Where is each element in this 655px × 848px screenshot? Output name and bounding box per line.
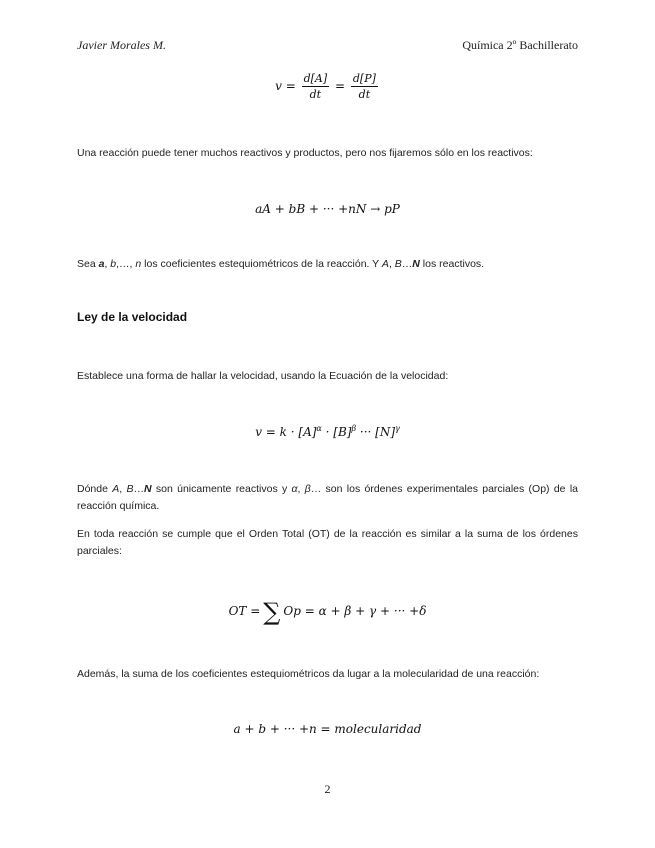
rate-def-num-a: d[A] bbox=[303, 72, 328, 85]
rate-law-part-a: v = k · [A] bbox=[255, 425, 317, 439]
p2-var-N: N bbox=[412, 258, 420, 270]
rate-law-part-b: · [B] bbox=[321, 425, 352, 439]
p2-text-3: ,…, bbox=[116, 258, 136, 270]
p4-text-3: … bbox=[133, 483, 144, 495]
rate-def-num-p: d[P] bbox=[352, 72, 376, 85]
p2-var-A: A bbox=[381, 258, 389, 270]
rate-law-part-n: ··· [N] bbox=[356, 425, 396, 439]
p2-var-a: a bbox=[98, 258, 105, 270]
rate-def-den-a: dt bbox=[309, 88, 322, 101]
equation-rate-law bbox=[0, 424, 655, 439]
rate-law-exp-gamma: γ bbox=[395, 424, 400, 433]
p2-var-B: B bbox=[394, 258, 402, 270]
rate-def-fraction-p bbox=[351, 72, 378, 101]
total-order-lhs: OT = bbox=[228, 604, 261, 618]
p4-text-4: son únicamente reactivos y bbox=[151, 483, 292, 495]
p4-var-N: N bbox=[144, 483, 152, 495]
p2-text-4: los coeficientes estequiométricos de la reacción. Y bbox=[141, 258, 382, 270]
paragraph-reactants-intro: Una reacción puede tener muchos reactivos y productos, pero nos fijaremos sólo en los reactivos: bbox=[77, 147, 533, 159]
rate-def-lhs: v = bbox=[275, 79, 296, 93]
p4-text-1: Dónde bbox=[77, 483, 113, 495]
p4-var-beta: β bbox=[304, 483, 311, 495]
rate-def-equals: = bbox=[334, 79, 346, 93]
rate-def-fraction-a bbox=[302, 72, 330, 101]
equation-total-order bbox=[0, 598, 655, 626]
p2-text-7: los reactivos. bbox=[419, 258, 485, 270]
p2-text-1: Sea bbox=[77, 258, 99, 270]
paragraph-molecularity: Además, la suma de los coeficientes estequiométricos da lugar a la molecularidad de una reacción: bbox=[77, 668, 540, 680]
p4-var-B: B bbox=[126, 483, 134, 495]
paragraph-coefficients bbox=[77, 256, 578, 273]
header-course: Química 2º Bachillerato bbox=[462, 38, 578, 52]
paragraph-partial-orders bbox=[77, 481, 578, 515]
total-order-rhs: Op = α + β + γ + ··· +δ bbox=[283, 604, 427, 618]
p2-var-b: b bbox=[110, 258, 117, 270]
page-number: 2 bbox=[324, 782, 331, 796]
summation-icon: ∑ bbox=[263, 598, 281, 626]
p4-text-5: , bbox=[297, 483, 305, 495]
p4-text-6: … son los órdenes experimentales parciales (Op) de la reacción química. bbox=[77, 483, 578, 512]
header-author: Javier Morales M. bbox=[77, 38, 166, 52]
section-heading-rate-law: Ley de la velocidad bbox=[77, 310, 188, 324]
paragraph-total-order: En toda reacción se cumple que el Orden Total (OT) de la reacción es similar a la suma de los órdenes parciales: bbox=[77, 528, 578, 557]
paragraph-rate-law-intro: Establece una forma de hallar la velocidad, usando la Ecuación de la velocidad: bbox=[77, 370, 449, 382]
p2-text-5: , bbox=[388, 258, 395, 270]
p4-var-alpha: α bbox=[291, 483, 298, 495]
p4-var-A: A bbox=[112, 483, 120, 495]
rate-law-exp-beta: β bbox=[351, 424, 357, 433]
p2-text-2: , bbox=[104, 258, 111, 270]
p4-text-2: , bbox=[119, 483, 127, 495]
p2-var-n: n bbox=[135, 258, 142, 270]
rate-def-den-p: dt bbox=[358, 88, 371, 101]
equation-molecularity: a + b + ··· +n = molecularidad bbox=[233, 722, 422, 736]
equation-rate-definition bbox=[0, 72, 655, 101]
rate-law-exp-alpha: α bbox=[316, 424, 322, 433]
p2-text-6: … bbox=[401, 258, 413, 270]
equation-reaction: aA + bB + ··· +nN → pP bbox=[255, 202, 400, 216]
